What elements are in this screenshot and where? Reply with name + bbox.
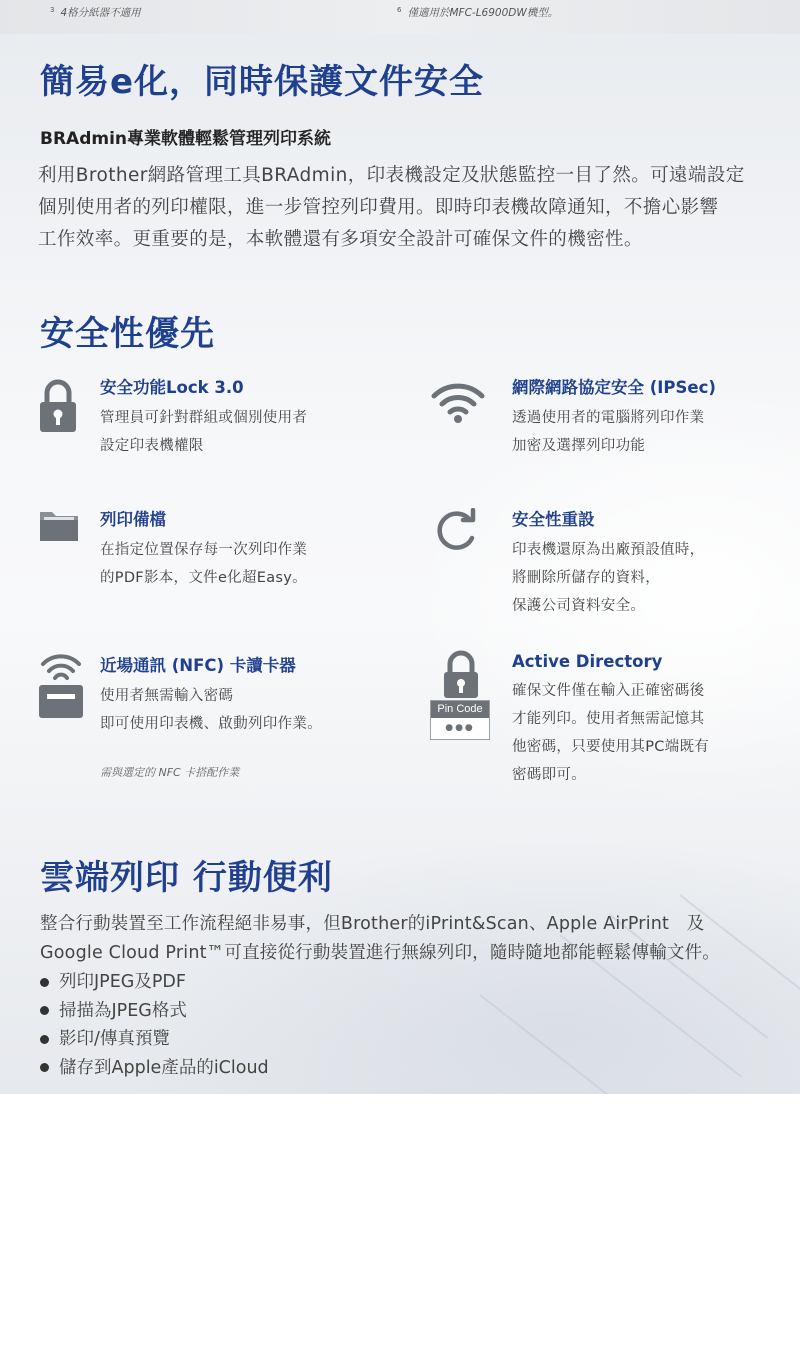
pin-code-label: Pin Code <box>431 701 489 718</box>
feature-nfc <box>100 652 322 780</box>
feature-line: 設定印表機權限 <box>100 438 204 454</box>
feature-line: 將刪除所儲存的資料， <box>512 570 660 586</box>
feature-line: 透過使用者的電腦將列印作業 <box>512 410 705 426</box>
list-item <box>40 1054 269 1083</box>
nfc-card-reader-icon <box>38 652 84 718</box>
feature-line: 使用者無需輸入密碼 <box>100 688 234 704</box>
feature-line: 才能列印。使用者無需記憶其 <box>512 711 705 727</box>
bullet-icon <box>40 1035 49 1044</box>
footnote-right-mark: 6 <box>397 5 402 14</box>
feature-line: 即可使用印表機、啟動列印作業。 <box>100 716 322 732</box>
footnote-left <box>50 5 141 20</box>
folder-icon <box>38 508 80 544</box>
content-panel <box>0 34 800 1094</box>
feature-title: Active Directory <box>512 652 663 671</box>
feature-lock <box>100 374 307 460</box>
list-item <box>40 968 269 997</box>
list-item-text: 列印JPEG及PDF <box>59 972 186 992</box>
paragraph-line: 利用Brother網路管理工具BRAdmin，印表機設定及狀態監控一目了然。可遠端設定 <box>38 165 745 186</box>
feature-note: 需與選定的 NFC 卡搭配作業 <box>100 766 240 779</box>
feature-line: 在指定位置保存每一次列印作業 <box>100 542 308 558</box>
section-subtitle: BRAdmin專業軟體輕鬆管理列印系統 <box>40 129 332 149</box>
cloud-paragraph <box>40 910 785 967</box>
footnote-right <box>397 5 558 20</box>
feature-active-directory <box>512 652 709 789</box>
feature-title: 安全性重設 <box>512 510 595 529</box>
section-paragraph <box>38 160 778 256</box>
feature-line: 加密及選擇列印功能 <box>512 438 646 454</box>
paragraph-line: 個別使用者的列印權限，進一步管控列印費用。即時印表機故障通知，不擔心影響 <box>38 197 719 218</box>
feature-line: 的PDF影本，文件e化超Easy。 <box>100 570 307 586</box>
wifi-icon <box>430 380 486 424</box>
feature-line: 他密碼，只要使用其PC端既有 <box>512 739 710 755</box>
bullet-icon <box>40 1063 49 1072</box>
section-title-cloud: 雲端列印 行動便利 <box>40 858 333 898</box>
pin-code-pad <box>430 700 490 740</box>
footnote-strip <box>0 0 800 34</box>
feature-line: 密碼即可。 <box>512 767 586 783</box>
lock-icon <box>38 378 78 434</box>
feature-secure-reset <box>512 506 704 620</box>
list-item <box>40 1025 269 1054</box>
feature-title: 安全功能Lock 3.0 <box>100 378 244 397</box>
list-item <box>40 997 269 1026</box>
pin-code-lock-icon <box>430 650 492 742</box>
list-item-text: 影印/傳真預覽 <box>59 1029 170 1049</box>
cloud-feature-list <box>40 968 269 1082</box>
footnote-right-text: 僅適用於MFC-L6900DW機型。 <box>407 7 559 19</box>
list-item-text: 掃描為JPEG格式 <box>59 1000 187 1021</box>
refresh-icon <box>434 508 480 552</box>
feature-line: 印表機還原為出廠預設值時， <box>512 542 705 558</box>
footnote-left-mark: 3 <box>50 5 55 14</box>
feature-line: 保護公司資料安全。 <box>512 598 646 614</box>
section-title-digital: 簡易e化，同時保護文件安全 <box>40 62 485 102</box>
bullet-icon <box>40 978 49 987</box>
feature-ipsec <box>512 374 716 460</box>
pin-code-dots: ●●● <box>445 723 475 733</box>
paragraph-line: 工作效率。更重要的是，本軟體還有多項安全設計可確保文件的機密性。 <box>38 229 643 250</box>
list-item-text: 儲存到Apple產品的iCloud <box>59 1057 269 1078</box>
bullet-icon <box>40 1006 49 1015</box>
paragraph-line: 整合行動裝置至工作流程絕非易事，但Brother的iPrint&Scan、Apple AirPrint 及 <box>40 914 705 934</box>
paragraph-line: Google Cloud Print™可直接從行動裝置進行無線列印，隨時隨地都能輕鬆傳輸文件。 <box>40 942 720 963</box>
feature-title: 近場通訊 (NFC) 卡讀卡器 <box>100 656 296 675</box>
footnote-left-text: 4格分紙器不適用 <box>60 7 141 19</box>
section-title-security: 安全性優先 <box>40 314 215 354</box>
feature-title: 列印備檔 <box>100 510 166 529</box>
feature-title: 網際網路協定安全 (IPSec) <box>512 378 716 397</box>
feature-line: 管理員可針對群組或個別使用者 <box>100 410 308 426</box>
feature-line: 確保文件僅在輸入正確密碼後 <box>512 683 705 699</box>
feature-print-archive <box>100 506 307 592</box>
